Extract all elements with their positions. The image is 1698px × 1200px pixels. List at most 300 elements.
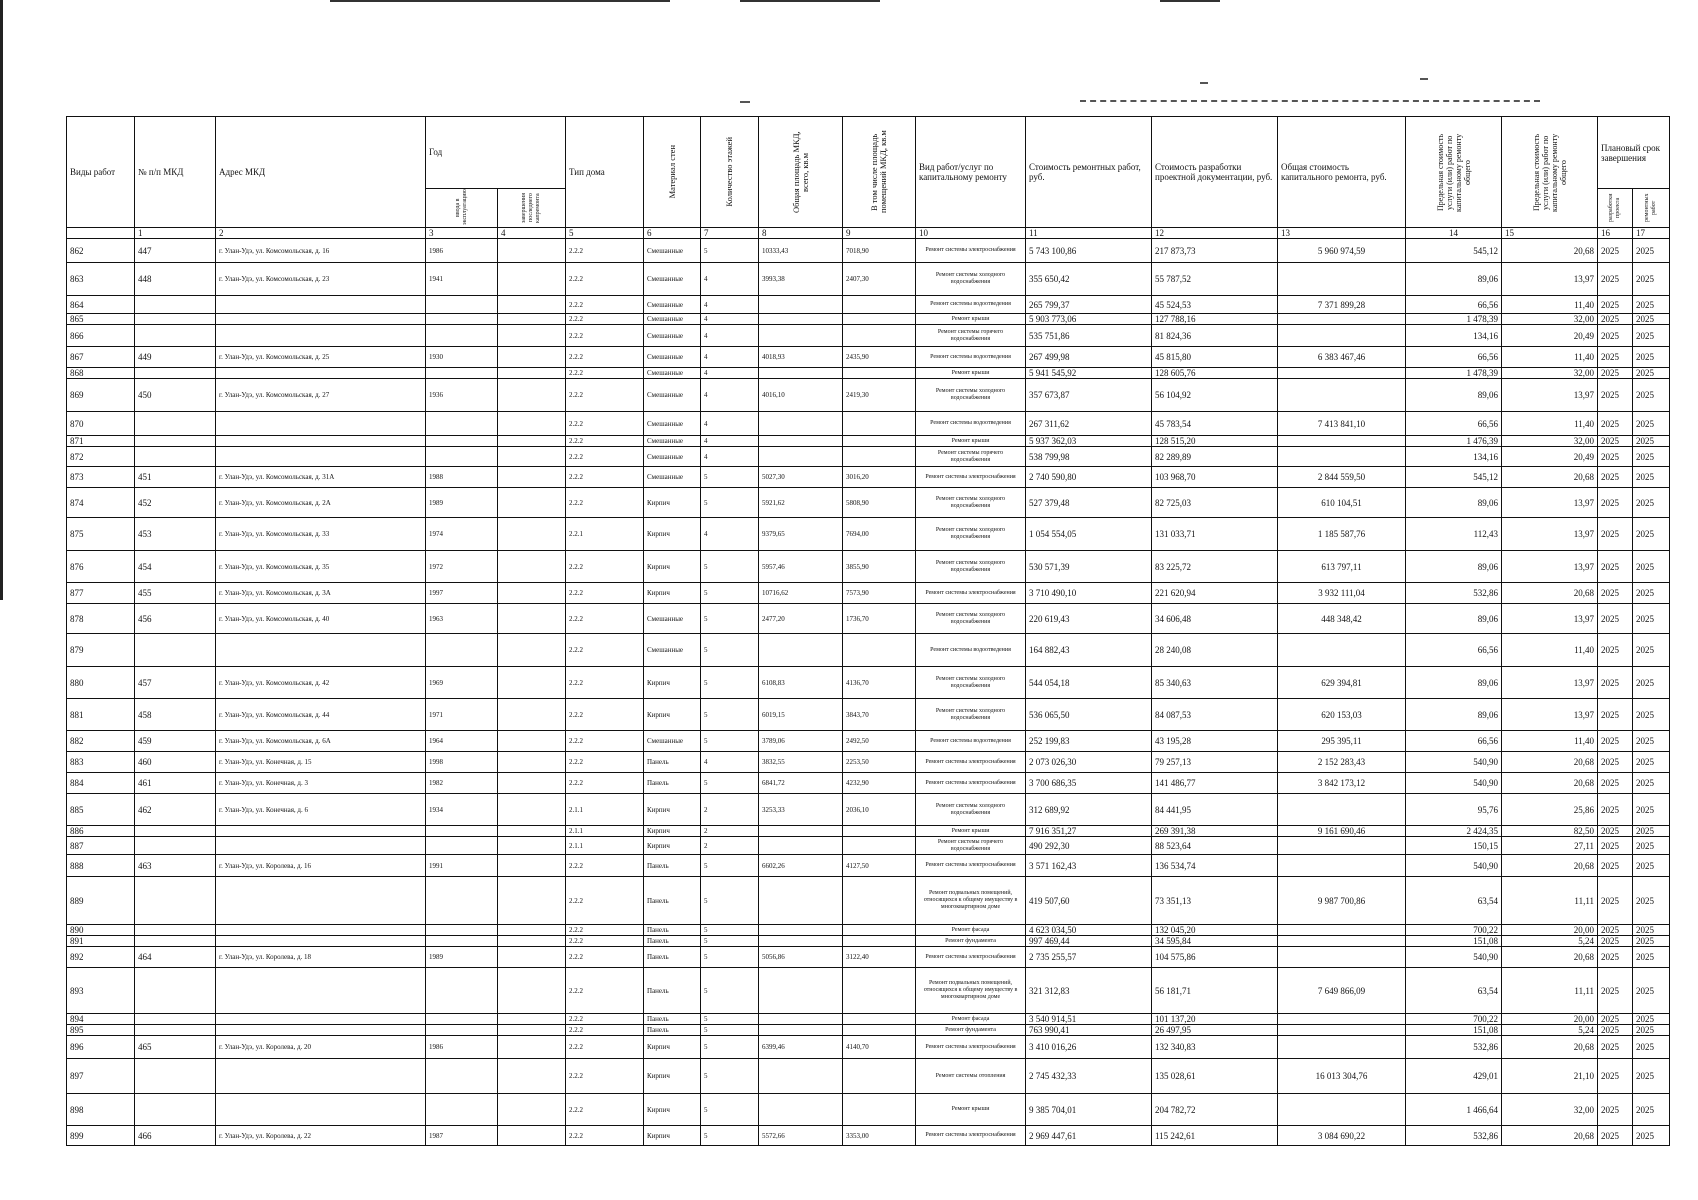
cell-cost-repair: 530 571,39 bbox=[1026, 551, 1152, 583]
cell-address bbox=[216, 877, 426, 925]
cell-floors: 5 bbox=[701, 634, 759, 667]
cell-area-rooms bbox=[843, 436, 916, 447]
cell-house-type: 2.2.1 bbox=[566, 518, 644, 551]
cell-cost-design: 136 534,74 bbox=[1152, 855, 1278, 877]
cell-floors: 4 bbox=[701, 412, 759, 436]
cell-year-built bbox=[426, 368, 498, 379]
cell-wall-material: Кирпич bbox=[644, 518, 701, 551]
cell-cost-repair: 355 650,42 bbox=[1026, 263, 1152, 296]
cell-plan-project: 2025 bbox=[1598, 347, 1633, 368]
cell-address bbox=[216, 296, 426, 314]
cell-row-number: 890 bbox=[67, 925, 135, 936]
cell-work-type: Ремонт системы горячего водоснабжения bbox=[916, 325, 1026, 347]
cell-house-type: 2.2.2 bbox=[566, 1059, 644, 1094]
cell-cost-total bbox=[1278, 447, 1406, 467]
table-row bbox=[67, 583, 1670, 604]
header-area-rooms: В том числе площадь помещений МКД, кв.м bbox=[843, 117, 916, 228]
cell-address: г. Улан-Удэ, ул. Комсомольская, д. 23 bbox=[216, 263, 426, 296]
cell-area-rooms bbox=[843, 412, 916, 436]
cell-work-type: Ремонт системы электроснабжения bbox=[916, 855, 1026, 877]
cell-plan-project: 2025 bbox=[1598, 379, 1633, 412]
cell-year-built bbox=[426, 325, 498, 347]
cell-area-total: 5056,86 bbox=[759, 947, 843, 968]
col-index: 13 bbox=[1278, 228, 1406, 239]
table-row bbox=[67, 773, 1670, 794]
cell-year-built bbox=[426, 925, 498, 936]
cell-area-total: 3789,06 bbox=[759, 731, 843, 752]
cell-area-total bbox=[759, 1014, 843, 1025]
cell-cost-design: 217 873,73 bbox=[1152, 239, 1278, 263]
cell-plan-works: 2025 bbox=[1633, 263, 1670, 296]
cell-wall-material: Смешанные bbox=[644, 368, 701, 379]
cell-house-type: 2.1.1 bbox=[566, 837, 644, 855]
cell-area-total: 10716,62 bbox=[759, 583, 843, 604]
cell-cost-design: 81 824,36 bbox=[1152, 325, 1278, 347]
cell-wall-material: Кирпич bbox=[644, 667, 701, 699]
cell-wall-material: Панель bbox=[644, 752, 701, 773]
cell-cost-total: 613 797,11 bbox=[1278, 551, 1406, 583]
cell-row-number: 882 bbox=[67, 731, 135, 752]
cell-limit-2: 20,68 bbox=[1502, 773, 1598, 794]
cell-house-type: 2.2.2 bbox=[566, 1094, 644, 1126]
table-row bbox=[67, 1094, 1670, 1126]
cell-floors: 5 bbox=[701, 239, 759, 263]
cell-area-total: 2477,20 bbox=[759, 604, 843, 634]
table-row bbox=[67, 325, 1670, 347]
cell-area-rooms: 7573,90 bbox=[843, 583, 916, 604]
cell-plan-works: 2025 bbox=[1633, 826, 1670, 837]
cell-year-built: 1986 bbox=[426, 1036, 498, 1059]
cell-plan-works: 2025 bbox=[1633, 794, 1670, 826]
cell-area-total bbox=[759, 1059, 843, 1094]
cell-mkd-number: 465 bbox=[135, 1036, 216, 1059]
cell-house-type: 2.2.2 bbox=[566, 925, 644, 936]
cell-cost-repair: 3 700 686,35 bbox=[1026, 773, 1152, 794]
cell-work-type: Ремонт подвальных помещений, относящихся к общему имуществу в многоквартирном доме bbox=[916, 877, 1026, 925]
cell-area-rooms: 2407,30 bbox=[843, 263, 916, 296]
cell-wall-material: Смешанные bbox=[644, 634, 701, 667]
cell-address: г. Улан-Удэ, ул. Комсомольская, д. 16 bbox=[216, 239, 426, 263]
cell-year-repair bbox=[498, 773, 566, 794]
cell-cost-design: 135 028,61 bbox=[1152, 1059, 1278, 1094]
cell-address bbox=[216, 936, 426, 947]
cell-year-built bbox=[426, 447, 498, 467]
cell-row-number: 875 bbox=[67, 518, 135, 551]
cell-house-type: 2.2.2 bbox=[566, 467, 644, 488]
cell-wall-material: Кирпич bbox=[644, 794, 701, 826]
cell-limit-2: 32,00 bbox=[1502, 1094, 1598, 1126]
cell-work-type: Ремонт крыши bbox=[916, 368, 1026, 379]
cell-year-built: 1997 bbox=[426, 583, 498, 604]
cell-area-total: 5027,30 bbox=[759, 467, 843, 488]
cell-cost-design: 34 606,48 bbox=[1152, 604, 1278, 634]
cell-year-built: 1982 bbox=[426, 773, 498, 794]
cell-wall-material: Панель bbox=[644, 925, 701, 936]
cell-area-total bbox=[759, 634, 843, 667]
cell-floors: 2 bbox=[701, 794, 759, 826]
cell-plan-project: 2025 bbox=[1598, 263, 1633, 296]
cell-mkd-number bbox=[135, 826, 216, 837]
cell-limit-2: 20,00 bbox=[1502, 925, 1598, 936]
dashed-rule bbox=[740, 101, 750, 103]
col-index: 7 bbox=[701, 228, 759, 239]
cell-row-number: 892 bbox=[67, 947, 135, 968]
cell-wall-material: Кирпич bbox=[644, 1036, 701, 1059]
col-index: 10 bbox=[916, 228, 1026, 239]
table-row bbox=[67, 436, 1670, 447]
cell-floors: 2 bbox=[701, 837, 759, 855]
cell-area-total: 4016,10 bbox=[759, 379, 843, 412]
cell-floors: 5 bbox=[701, 488, 759, 518]
cell-limit-2: 32,00 bbox=[1502, 368, 1598, 379]
cell-house-type: 2.2.2 bbox=[566, 752, 644, 773]
cell-cost-design: 45 524,53 bbox=[1152, 296, 1278, 314]
cell-floors: 4 bbox=[701, 518, 759, 551]
cell-year-repair bbox=[498, 947, 566, 968]
cell-limit-1: 151,08 bbox=[1406, 1025, 1502, 1036]
cell-mkd-number: 453 bbox=[135, 518, 216, 551]
col-index: 3 bbox=[426, 228, 498, 239]
cell-plan-project: 2025 bbox=[1598, 968, 1633, 1014]
cell-wall-material: Кирпич bbox=[644, 699, 701, 731]
cell-mkd-number: 455 bbox=[135, 583, 216, 604]
cell-row-number: 899 bbox=[67, 1126, 135, 1146]
cell-cost-repair: 3 540 914,51 bbox=[1026, 1014, 1152, 1025]
cell-wall-material: Смешанные bbox=[644, 296, 701, 314]
cell-row-number: 862 bbox=[67, 239, 135, 263]
cell-cost-total: 16 013 304,76 bbox=[1278, 1059, 1406, 1094]
cell-year-built bbox=[426, 314, 498, 325]
cell-row-number: 879 bbox=[67, 634, 135, 667]
table-row bbox=[67, 296, 1670, 314]
cell-limit-1: 532,86 bbox=[1406, 1126, 1502, 1146]
cell-plan-works: 2025 bbox=[1633, 314, 1670, 325]
cell-floors: 5 bbox=[701, 604, 759, 634]
cell-limit-2: 32,00 bbox=[1502, 314, 1598, 325]
cell-limit-1: 429,01 bbox=[1406, 1059, 1502, 1094]
cell-work-type: Ремонт фасада bbox=[916, 1014, 1026, 1025]
cell-work-type: Ремонт системы горячего водоснабжения bbox=[916, 837, 1026, 855]
cell-limit-1: 134,16 bbox=[1406, 325, 1502, 347]
table-row bbox=[67, 447, 1670, 467]
cell-limit-2: 13,97 bbox=[1502, 379, 1598, 412]
cell-row-number: 873 bbox=[67, 467, 135, 488]
cell-plan-project: 2025 bbox=[1598, 518, 1633, 551]
cell-address bbox=[216, 314, 426, 325]
cell-cost-total bbox=[1278, 837, 1406, 855]
cell-wall-material: Панель bbox=[644, 936, 701, 947]
header-num-mkd: № п/п МКД bbox=[135, 117, 216, 228]
cell-mkd-number bbox=[135, 1025, 216, 1036]
cell-plan-works: 2025 bbox=[1633, 1036, 1670, 1059]
cell-house-type: 2.2.2 bbox=[566, 296, 644, 314]
cell-year-repair bbox=[498, 604, 566, 634]
table-row bbox=[67, 794, 1670, 826]
cell-year-built: 1963 bbox=[426, 604, 498, 634]
cell-area-total bbox=[759, 412, 843, 436]
cell-area-total: 6841,72 bbox=[759, 773, 843, 794]
cell-year-built: 1991 bbox=[426, 855, 498, 877]
cell-limit-2: 11,11 bbox=[1502, 968, 1598, 1014]
cell-cost-repair: 536 065,50 bbox=[1026, 699, 1152, 731]
col-index: 11 bbox=[1026, 228, 1152, 239]
cell-area-rooms: 4140,70 bbox=[843, 1036, 916, 1059]
cell-year-repair bbox=[498, 1014, 566, 1025]
cell-cost-repair: 763 990,41 bbox=[1026, 1025, 1152, 1036]
table-row bbox=[67, 667, 1670, 699]
cell-area-rooms bbox=[843, 314, 916, 325]
cell-floors: 5 bbox=[701, 1094, 759, 1126]
cell-cost-total: 610 104,51 bbox=[1278, 488, 1406, 518]
cell-cost-design: 43 195,28 bbox=[1152, 731, 1278, 752]
cell-cost-total: 7 413 841,10 bbox=[1278, 412, 1406, 436]
cell-cost-total: 2 844 559,50 bbox=[1278, 467, 1406, 488]
cell-year-repair bbox=[498, 518, 566, 551]
cell-mkd-number: 464 bbox=[135, 947, 216, 968]
cell-row-number: 876 bbox=[67, 551, 135, 583]
cell-year-repair bbox=[498, 551, 566, 583]
cell-area-total bbox=[759, 936, 843, 947]
cell-floors: 4 bbox=[701, 368, 759, 379]
cell-cost-design: 128 515,20 bbox=[1152, 436, 1278, 447]
cell-area-total: 10333,43 bbox=[759, 239, 843, 263]
cell-cost-repair: 220 619,43 bbox=[1026, 604, 1152, 634]
cell-address: г. Улан-Удэ, ул. Конечная, д. 3 bbox=[216, 773, 426, 794]
cell-wall-material: Смешанные bbox=[644, 436, 701, 447]
cell-house-type: 2.2.2 bbox=[566, 314, 644, 325]
cell-cost-total: 3 932 111,04 bbox=[1278, 583, 1406, 604]
cell-plan-project: 2025 bbox=[1598, 583, 1633, 604]
cell-area-rooms bbox=[843, 325, 916, 347]
cell-year-built bbox=[426, 436, 498, 447]
cell-area-total bbox=[759, 1094, 843, 1126]
cell-plan-works: 2025 bbox=[1633, 583, 1670, 604]
cell-limit-1: 89,06 bbox=[1406, 551, 1502, 583]
scan-mark bbox=[1200, 82, 1208, 84]
col-index: 5 bbox=[566, 228, 644, 239]
table-row bbox=[67, 837, 1670, 855]
cell-floors: 5 bbox=[701, 731, 759, 752]
cell-limit-1: 700,22 bbox=[1406, 1014, 1502, 1025]
cell-cost-design: 56 104,92 bbox=[1152, 379, 1278, 412]
cell-house-type: 2.2.2 bbox=[566, 1025, 644, 1036]
cell-floors: 4 bbox=[701, 347, 759, 368]
cell-cost-total: 1 185 587,76 bbox=[1278, 518, 1406, 551]
cell-cost-repair: 5 903 773,06 bbox=[1026, 314, 1152, 325]
cell-house-type: 2.2.2 bbox=[566, 699, 644, 731]
cell-row-number: 885 bbox=[67, 794, 135, 826]
cell-plan-project: 2025 bbox=[1598, 1126, 1633, 1146]
cell-limit-2: 20,68 bbox=[1502, 752, 1598, 773]
cell-mkd-number: 448 bbox=[135, 263, 216, 296]
cell-house-type: 2.2.2 bbox=[566, 667, 644, 699]
cell-cost-design: 88 523,64 bbox=[1152, 837, 1278, 855]
cell-work-type: Ремонт системы холодного водоснабжения bbox=[916, 263, 1026, 296]
cell-limit-2: 20,68 bbox=[1502, 855, 1598, 877]
cell-limit-2: 27,11 bbox=[1502, 837, 1598, 855]
cell-plan-project: 2025 bbox=[1598, 325, 1633, 347]
cell-limit-2: 13,97 bbox=[1502, 488, 1598, 518]
cell-year-built: 1989 bbox=[426, 947, 498, 968]
cell-work-type: Ремонт системы холодного водоснабжения bbox=[916, 667, 1026, 699]
cell-address: г. Улан-Удэ, ул. Комсомольская, д. 6А bbox=[216, 731, 426, 752]
cell-year-built bbox=[426, 634, 498, 667]
table-row bbox=[67, 936, 1670, 947]
cell-floors: 4 bbox=[701, 379, 759, 412]
cell-year-built: 1936 bbox=[426, 379, 498, 412]
cell-house-type: 2.2.2 bbox=[566, 634, 644, 667]
cell-floors: 5 bbox=[701, 925, 759, 936]
cell-address: г. Улан-Удэ, ул. Королева, д. 18 bbox=[216, 947, 426, 968]
cell-mkd-number bbox=[135, 1014, 216, 1025]
cell-plan-works: 2025 bbox=[1633, 368, 1670, 379]
cell-limit-2: 13,97 bbox=[1502, 518, 1598, 551]
cell-area-rooms: 3016,20 bbox=[843, 467, 916, 488]
cell-plan-works: 2025 bbox=[1633, 1059, 1670, 1094]
table-row bbox=[67, 518, 1670, 551]
cell-cost-repair: 1 054 554,05 bbox=[1026, 518, 1152, 551]
cell-limit-1: 89,06 bbox=[1406, 488, 1502, 518]
cell-limit-1: 66,56 bbox=[1406, 731, 1502, 752]
cell-work-type: Ремонт системы электроснабжения bbox=[916, 583, 1026, 604]
cell-address bbox=[216, 1094, 426, 1126]
cell-plan-project: 2025 bbox=[1598, 314, 1633, 325]
cell-cost-total: 2 152 283,43 bbox=[1278, 752, 1406, 773]
cell-cost-repair: 164 882,43 bbox=[1026, 634, 1152, 667]
cell-mkd-number: 466 bbox=[135, 1126, 216, 1146]
cell-limit-1: 1 466,64 bbox=[1406, 1094, 1502, 1126]
cell-row-number: 869 bbox=[67, 379, 135, 412]
cell-plan-works: 2025 bbox=[1633, 925, 1670, 936]
cell-plan-project: 2025 bbox=[1598, 1025, 1633, 1036]
cell-area-rooms bbox=[843, 1094, 916, 1126]
cell-year-repair bbox=[498, 467, 566, 488]
cell-plan-project: 2025 bbox=[1598, 855, 1633, 877]
cell-year-built bbox=[426, 1014, 498, 1025]
column-index-row bbox=[67, 228, 1670, 239]
cell-address: г. Улан-Удэ, ул. Комсомольская, д. 35 bbox=[216, 551, 426, 583]
cell-area-rooms: 5808,90 bbox=[843, 488, 916, 518]
cell-limit-1: 95,76 bbox=[1406, 794, 1502, 826]
cell-area-rooms bbox=[843, 1059, 916, 1094]
cell-limit-2: 13,97 bbox=[1502, 604, 1598, 634]
cell-year-repair bbox=[498, 1025, 566, 1036]
cell-year-repair bbox=[498, 296, 566, 314]
cell-limit-2: 20,68 bbox=[1502, 239, 1598, 263]
cell-cost-design: 45 815,80 bbox=[1152, 347, 1278, 368]
cell-plan-project: 2025 bbox=[1598, 467, 1633, 488]
col-index: 2 bbox=[216, 228, 426, 239]
cell-cost-design: 132 045,20 bbox=[1152, 925, 1278, 936]
table-row bbox=[67, 488, 1670, 518]
cell-plan-works: 2025 bbox=[1633, 1014, 1670, 1025]
cell-wall-material: Панель bbox=[644, 968, 701, 1014]
cell-wall-material: Панель bbox=[644, 877, 701, 925]
cell-mkd-number: 456 bbox=[135, 604, 216, 634]
cell-plan-project: 2025 bbox=[1598, 1014, 1633, 1025]
cell-row-number: 866 bbox=[67, 325, 135, 347]
cell-mkd-number bbox=[135, 314, 216, 325]
cell-area-rooms bbox=[843, 826, 916, 837]
col-index: 15 bbox=[1502, 228, 1598, 239]
cell-cost-repair: 3 571 162,43 bbox=[1026, 855, 1152, 877]
cell-limit-2: 11,40 bbox=[1502, 296, 1598, 314]
cell-cost-repair: 5 941 545,92 bbox=[1026, 368, 1152, 379]
cell-area-total bbox=[759, 925, 843, 936]
cell-plan-works: 2025 bbox=[1633, 731, 1670, 752]
header-cost-total: Общая стоимость капитального ремонта, руб. bbox=[1278, 117, 1406, 228]
cell-floors: 5 bbox=[701, 773, 759, 794]
cell-cost-design: 55 787,52 bbox=[1152, 263, 1278, 296]
cell-limit-1: 66,56 bbox=[1406, 412, 1502, 436]
cell-limit-1: 532,86 bbox=[1406, 1036, 1502, 1059]
cell-mkd-number bbox=[135, 436, 216, 447]
cell-address bbox=[216, 436, 426, 447]
cell-house-type: 2.2.2 bbox=[566, 936, 644, 947]
cell-year-repair bbox=[498, 925, 566, 936]
cell-limit-2: 20,68 bbox=[1502, 1126, 1598, 1146]
cell-address bbox=[216, 447, 426, 467]
cell-year-built bbox=[426, 1094, 498, 1126]
cell-year-built: 1988 bbox=[426, 467, 498, 488]
cell-area-rooms: 3122,40 bbox=[843, 947, 916, 968]
cell-plan-works: 2025 bbox=[1633, 968, 1670, 1014]
cell-cost-design: 132 340,83 bbox=[1152, 1036, 1278, 1059]
cell-work-type: Ремонт системы холодного водоснабжения bbox=[916, 379, 1026, 412]
cell-limit-1: 89,06 bbox=[1406, 699, 1502, 731]
cell-area-total bbox=[759, 447, 843, 467]
cell-house-type: 2.2.2 bbox=[566, 855, 644, 877]
cell-cost-total: 7 371 899,28 bbox=[1278, 296, 1406, 314]
header-row bbox=[67, 117, 1670, 189]
dashed-rule bbox=[1080, 100, 1540, 102]
cell-plan-project: 2025 bbox=[1598, 412, 1633, 436]
cell-area-rooms: 2253,50 bbox=[843, 752, 916, 773]
col-index: 8 bbox=[759, 228, 843, 239]
cell-floors: 5 bbox=[701, 583, 759, 604]
cell-cost-repair: 7 916 351,27 bbox=[1026, 826, 1152, 837]
cell-wall-material: Смешанные bbox=[644, 239, 701, 263]
cell-work-type: Ремонт системы электроснабжения bbox=[916, 773, 1026, 794]
cell-plan-works: 2025 bbox=[1633, 325, 1670, 347]
cell-house-type: 2.2.2 bbox=[566, 731, 644, 752]
cell-limit-2: 20,68 bbox=[1502, 1036, 1598, 1059]
capital-repair-register-table bbox=[66, 116, 1670, 1146]
cell-wall-material: Смешанные bbox=[644, 447, 701, 467]
cell-cost-design: 141 486,77 bbox=[1152, 773, 1278, 794]
header-vid-rabot: Виды работ bbox=[67, 117, 135, 228]
cell-wall-material: Кирпич bbox=[644, 1059, 701, 1094]
cell-limit-1: 63,54 bbox=[1406, 877, 1502, 925]
cell-area-rooms bbox=[843, 837, 916, 855]
cell-cost-repair: 321 312,83 bbox=[1026, 968, 1152, 1014]
cell-plan-works: 2025 bbox=[1633, 773, 1670, 794]
cell-limit-2: 32,00 bbox=[1502, 436, 1598, 447]
cell-plan-project: 2025 bbox=[1598, 1059, 1633, 1094]
cell-work-type: Ремонт крыши bbox=[916, 1094, 1026, 1126]
cell-cost-design: 34 595,84 bbox=[1152, 936, 1278, 947]
cell-cost-total bbox=[1278, 314, 1406, 325]
cell-cost-total: 3 842 173,12 bbox=[1278, 773, 1406, 794]
cell-year-repair bbox=[498, 379, 566, 412]
col-index: 9 bbox=[843, 228, 916, 239]
cell-cost-total: 448 348,42 bbox=[1278, 604, 1406, 634]
cell-cost-design: 45 783,54 bbox=[1152, 412, 1278, 436]
cell-mkd-number: 459 bbox=[135, 731, 216, 752]
cell-area-total bbox=[759, 837, 843, 855]
col-index: 1 bbox=[135, 228, 216, 239]
cell-work-type: Ремонт системы электроснабжения bbox=[916, 467, 1026, 488]
